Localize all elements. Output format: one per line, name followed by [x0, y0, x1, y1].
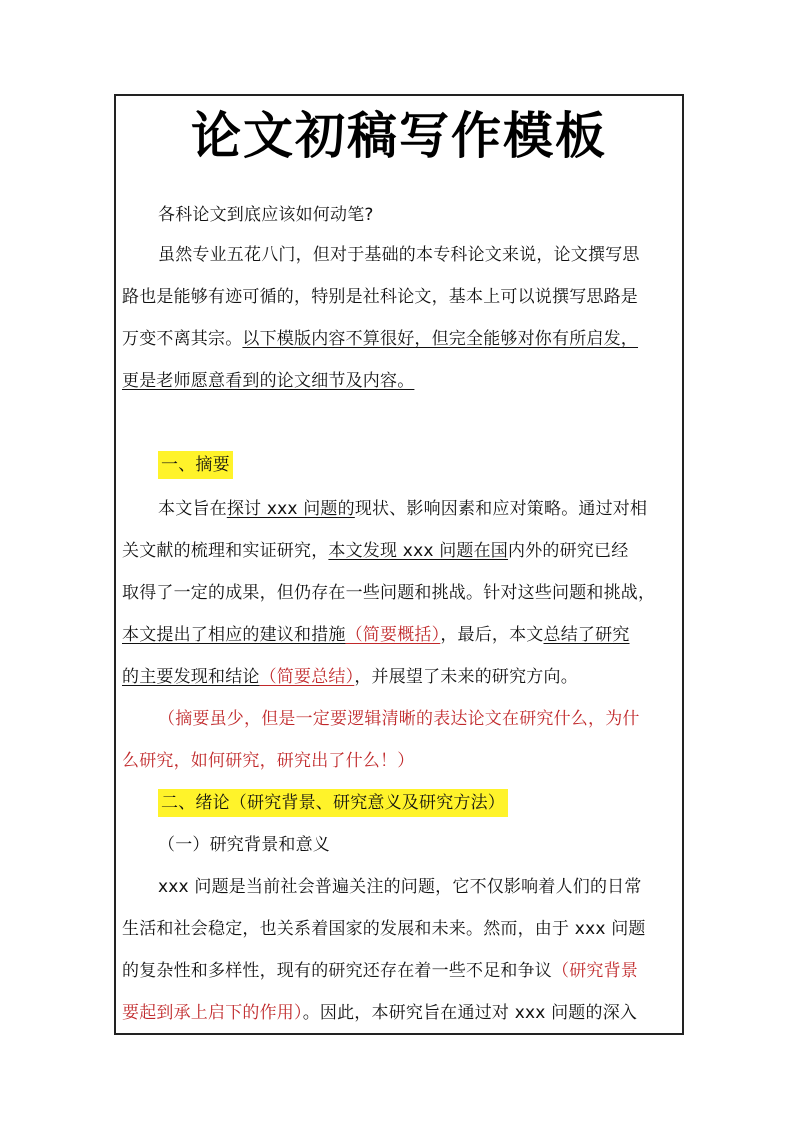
text-segment: 的复杂性和多样性，现有的研究还存在着一些不足和争议: [122, 961, 552, 981]
section2-subheading: （一）研究背景和意义: [158, 835, 330, 855]
section1-note-line-1: （摘要虽少，但是一定要逻辑清晰的表达论文在研究什么，为什: [158, 709, 640, 729]
text-segment: 本文旨在: [158, 499, 227, 519]
text-segment: 。因此，本研究旨在通过对 xxx 问题的深入: [302, 1003, 638, 1023]
section1-heading: [122, 454, 676, 476]
intro-line-1: 虽然专业五花八门，但对于基础的本专科论文来说，论文撰写思: [158, 245, 640, 265]
section2-line-2: 生活和社会稳定，也关系着国家的发展和未来。然而，由于 xxx 问题: [122, 919, 646, 939]
red-note-segment: （简要总结）: [259, 667, 355, 687]
text-segment: 关文献的梳理和实证研究，: [122, 541, 329, 561]
section2-heading: [122, 792, 676, 814]
intro-line-3-text: 万变不离其宗。: [122, 329, 243, 349]
intro-underlined-text-2: 更是老师愿意看到的论文细节及内容。: [122, 371, 415, 391]
underlined-segment: 总结了研究: [543, 625, 630, 645]
text-segment: ，并展望了未来的研究方向。: [354, 667, 578, 687]
section2-heading-highlight: 二、绪论（研究背景、研究意义及研究方法）: [158, 789, 508, 817]
red-note-segment: 要起到承上启下的作用）: [122, 1003, 303, 1023]
intro-question: 各科论文到底应该如何动笔?: [158, 205, 374, 225]
document-page: [114, 94, 684, 1035]
underlined-segment: 本文发现 xxx 问题在国: [328, 541, 508, 561]
intro-line-3: [122, 328, 676, 350]
underlined-segment: 探讨 xxx 问题的: [226, 499, 355, 519]
section1-note-line-2: 么研究，如何研究，研究出了什么！）: [122, 751, 415, 771]
text-segment: ，最后，本文: [440, 625, 544, 645]
underlined-segment: 本文提出了相应的建议和措施: [122, 625, 346, 645]
section1-line-5: [122, 666, 676, 688]
section2-line-4: [122, 1002, 676, 1024]
section1-line-1: [122, 498, 676, 520]
section2-line-3: [122, 960, 676, 982]
section1-line-3: 取得了一定的成果，但仍存在一些问题和挑战。针对这些问题和挑战，: [122, 583, 656, 603]
intro-line-4: [122, 370, 676, 392]
document-title: 论文初稿写作模板: [191, 107, 607, 165]
red-note-segment: （研究背景: [552, 961, 638, 981]
intro-line-2: 路也是能够有迹可循的，特别是社科论文，基本上可以说撰写思路是: [122, 287, 638, 307]
section1-heading-highlight: 一、摘要: [158, 451, 233, 479]
section1-line-2: [122, 540, 676, 562]
text-segment: 内外的研究已经: [508, 541, 629, 561]
red-note-segment: （简要概括）: [345, 625, 441, 645]
text-segment: 现状、影响因素和应对策略。通过对相: [354, 499, 648, 519]
underlined-segment: 的主要发现和结论: [122, 667, 260, 687]
intro-underlined-text: 以下模版内容不算很好，但完全能够对你有所启发，: [242, 329, 639, 349]
section2-line-1: xxx 问题是当前社会普遍关注的问题，它不仅影响着人们的日常: [158, 877, 642, 897]
section1-line-4: [122, 624, 676, 646]
